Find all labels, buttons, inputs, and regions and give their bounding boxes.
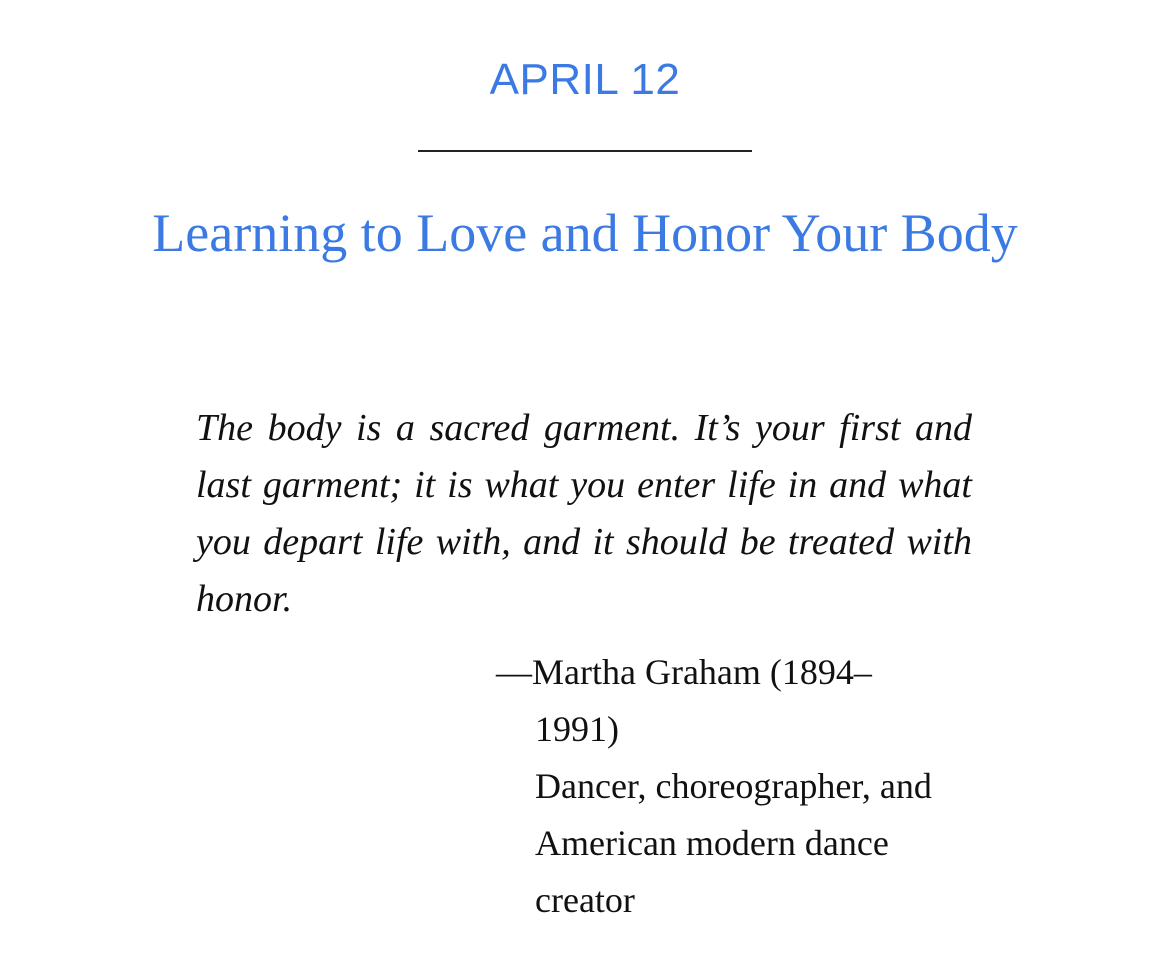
attribution-author: —Martha Graham (1894– <box>496 652 872 692</box>
entry-title: Learning to Love and Honor Your Body <box>152 203 1018 263</box>
attribution-description: creator <box>535 880 635 920</box>
divider-rule <box>418 150 752 152</box>
attribution-author-years: 1991) <box>535 709 619 749</box>
quote-text: The body is a sacred garment. It’s your first and last garment; it is what you enter life in and what you depart life with, and it should be treated with honor. <box>196 407 972 620</box>
attribution-description: Dancer, choreographer, and <box>535 766 932 806</box>
entry-date: APRIL 12 <box>489 55 681 104</box>
attribution-description: American modern dance <box>535 823 889 863</box>
attribution <box>496 644 976 929</box>
